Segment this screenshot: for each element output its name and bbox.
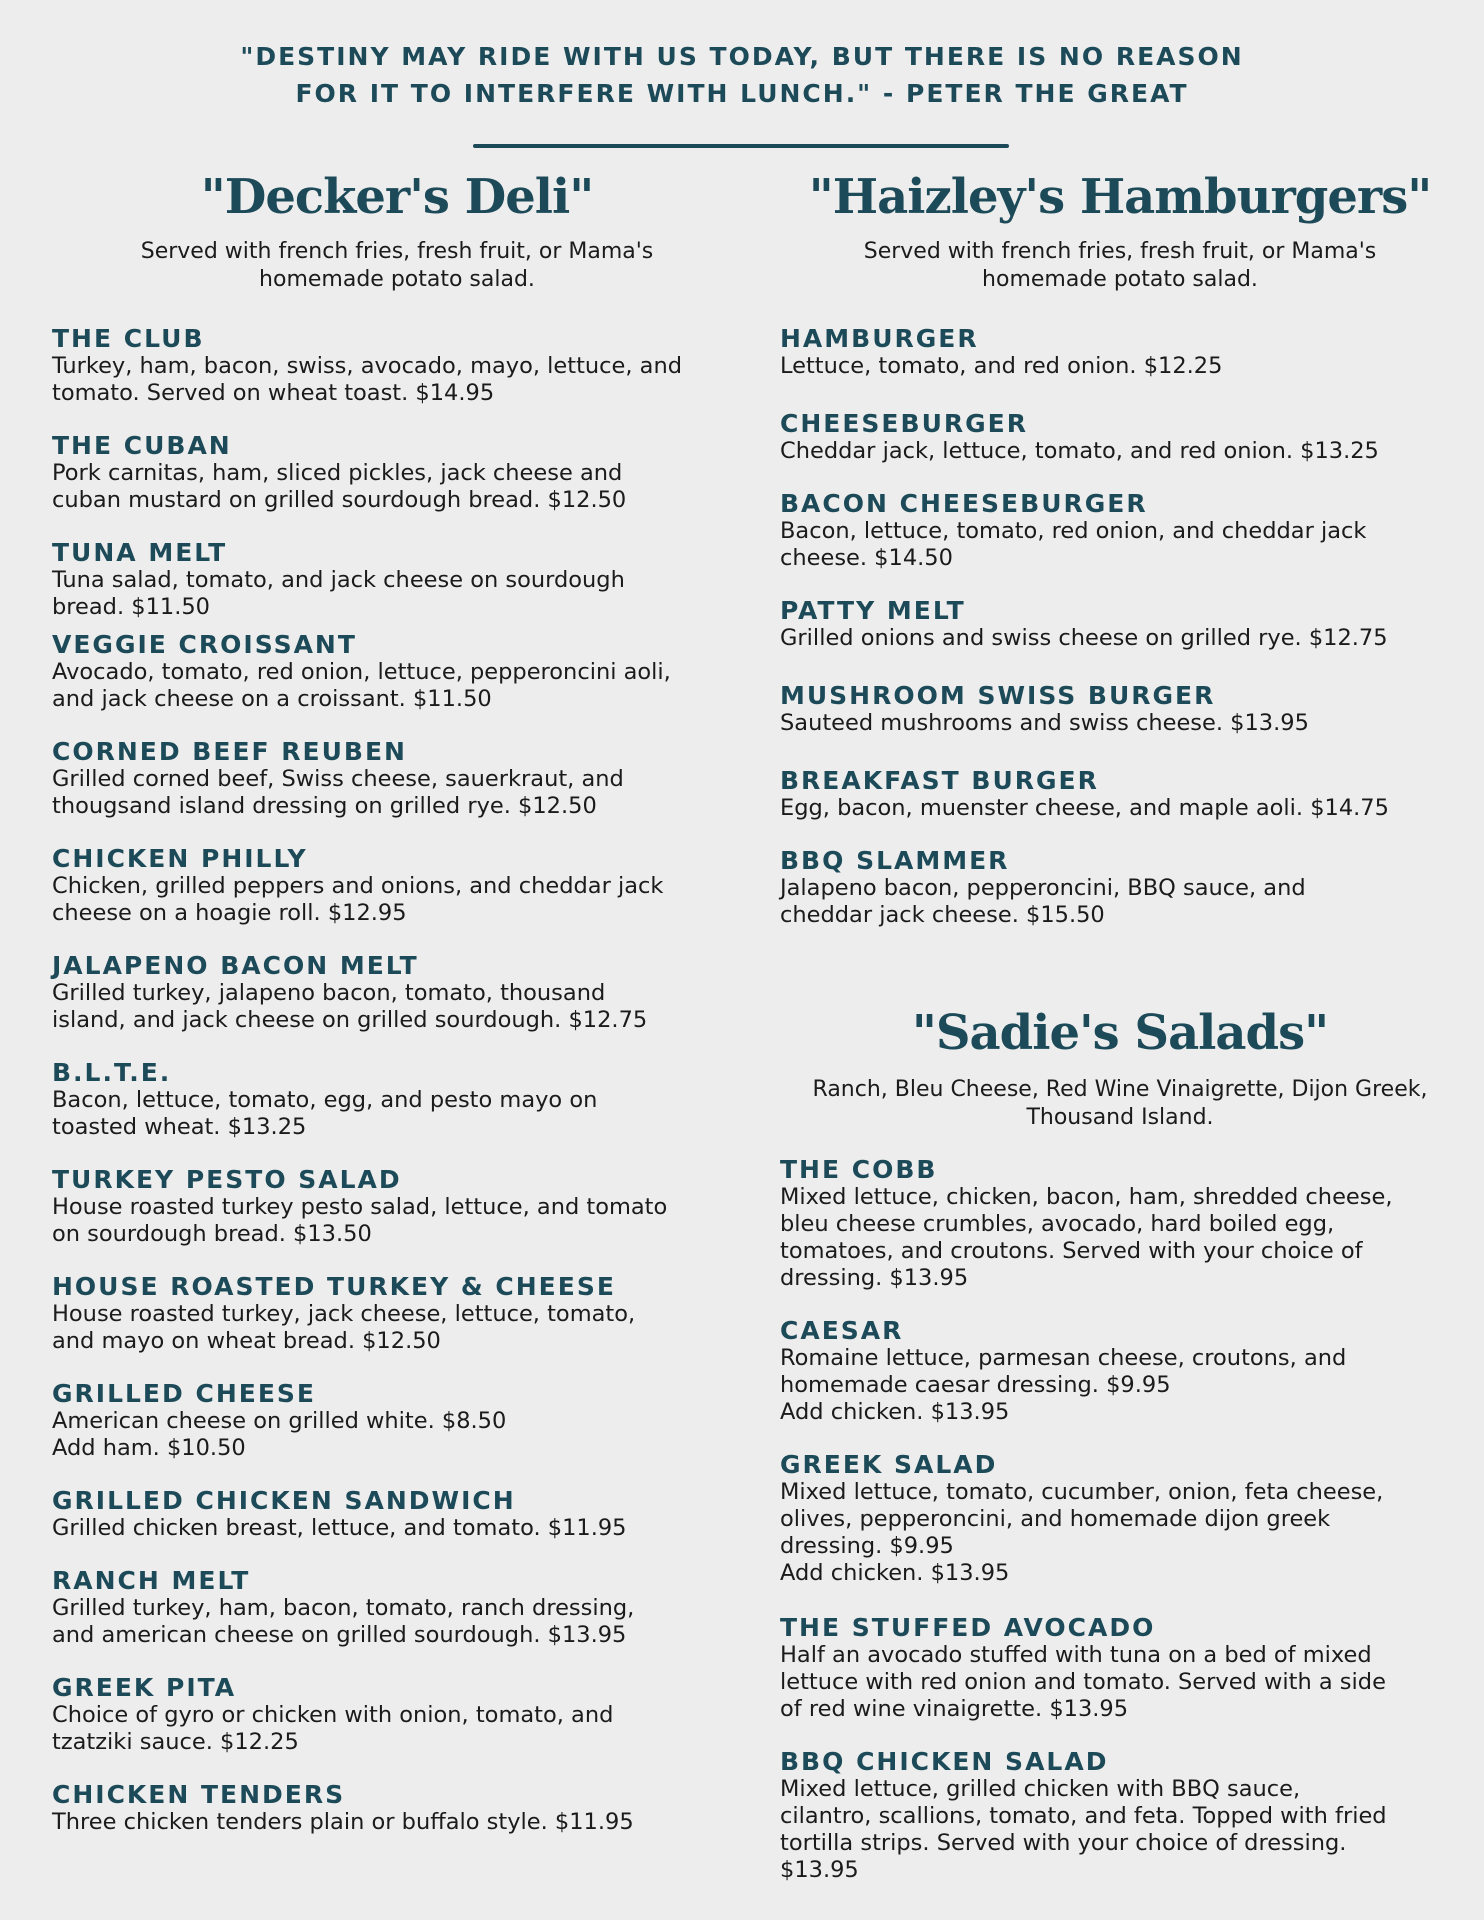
menu-item-description-line: Three chicken tenders plain or buffalo style. $11.95 bbox=[52, 1809, 634, 1835]
menu-item-description-line: Half an avocado stuffed with tuna on a bed of mixed bbox=[780, 1642, 1372, 1668]
menu-item-description-line: Tuna salad, tomato, and jack cheese on sourdough bbox=[52, 567, 625, 593]
menu-item bbox=[780, 1317, 1460, 1426]
menu-item-name: TUNA MELT bbox=[52, 538, 228, 567]
menu-item-description-line: cheese on a hoagie roll. $12.95 bbox=[52, 900, 407, 926]
menu-item-description-line: cilantro, scallions, tomato, and feta. Topped with fried bbox=[780, 1803, 1387, 1829]
deli-title: "Decker's Deli" bbox=[200, 169, 594, 225]
menu-item-name: BBQ CHICKEN SALAD bbox=[780, 1747, 1109, 1776]
menu-item-name: GRILLED CHEESE bbox=[52, 1379, 316, 1408]
menu-item-description-line: Egg, bacon, muenster cheese, and maple aoli. $14.75 bbox=[780, 795, 1389, 821]
burgers-title: "Haizley's Hamburgers" bbox=[808, 169, 1432, 225]
menu-item bbox=[52, 631, 742, 713]
menu-item-description-line: Avocado, tomato, red onion, lettuce, pepperoncini aoli, bbox=[52, 659, 671, 685]
header-quote bbox=[0, 38, 1484, 112]
menu-item bbox=[52, 845, 742, 927]
menu-item-description-line: Grilled turkey, jalapeno bacon, tomato, thousand bbox=[52, 980, 606, 1006]
menu-item-description bbox=[780, 1642, 1460, 1723]
burgers-item-list bbox=[780, 325, 1460, 929]
menu-item-name: THE CUBAN bbox=[52, 431, 232, 460]
menu-item-description bbox=[780, 875, 1460, 929]
menu-item-name: BBQ SLAMMER bbox=[780, 846, 1010, 875]
menu-item-description bbox=[52, 1194, 742, 1248]
menu-item bbox=[52, 1674, 742, 1756]
menu-item-description-line: island, and jack cheese on grilled sourdough. $12.75 bbox=[52, 1007, 648, 1033]
menu-item-name: BACON CHEESEBURGER bbox=[780, 489, 1148, 518]
menu-item-description-line: Grilled onions and swiss cheese on grilled rye. $12.75 bbox=[780, 625, 1388, 651]
menu-item-description-line: Mixed lettuce, tomato, cucumber, onion, feta cheese, bbox=[780, 1479, 1384, 1505]
menu-item bbox=[52, 539, 742, 621]
burgers-subtitle: Served with french fries, fresh fruit, or Mama's homemade potato salad. bbox=[863, 239, 1377, 292]
menu-item-description bbox=[780, 1345, 1460, 1426]
menu-item-name: B.L.T.E. bbox=[52, 1058, 172, 1087]
menu-item-description bbox=[52, 1515, 742, 1542]
menu-item-description bbox=[780, 1184, 1460, 1292]
menu-item-description-line: cheddar jack cheese. $15.50 bbox=[780, 902, 1105, 928]
menu-item-description bbox=[52, 659, 742, 713]
menu-item-description-line: tortilla strips. Served with your choice of dressing. bbox=[780, 1830, 1347, 1856]
salads-subtitle: Ranch, Bleu Cheese, Red Wine Vinaigrette, Dijon Greek, Thousand Island. bbox=[812, 1077, 1428, 1130]
menu-item-description-line: Chicken, grilled peppers and onions, and cheddar jack bbox=[52, 873, 664, 899]
menu-item-description-line: Lettuce, tomato, and red onion. $12.25 bbox=[780, 353, 1223, 379]
menu-item-description bbox=[52, 1087, 742, 1141]
quote-line-1: "DESTINY MAY RIDE WITH US TODAY, BUT THERE IS NO REASON bbox=[240, 42, 1244, 71]
menu-item bbox=[52, 1380, 742, 1462]
menu-item bbox=[52, 432, 742, 514]
menu-item-name: JALAPENO BACON MELT bbox=[52, 951, 419, 980]
menu-item-description bbox=[780, 518, 1460, 572]
quote-line-2: FOR IT TO INTERFERE WITH LUNCH." - PETER THE GREAT bbox=[295, 79, 1189, 108]
menu-item-description-line: Grilled turkey, ham, bacon, tomato, ranch dressing, bbox=[52, 1595, 635, 1621]
menu-item-description-line: Mixed lettuce, chicken, bacon, ham, shredded cheese, bbox=[780, 1184, 1393, 1210]
menu-item-description-line: and american cheese on grilled sourdough. $13.95 bbox=[52, 1622, 627, 1648]
menu-item-description bbox=[52, 353, 742, 407]
menu-item-description-line: $13.95 bbox=[780, 1857, 859, 1883]
menu-item-name: HAMBURGER bbox=[780, 324, 979, 353]
menu-item-description bbox=[52, 1408, 742, 1462]
menu-item bbox=[780, 682, 1460, 737]
menu-item-description-line: Mixed lettuce, grilled chicken with BBQ sauce, bbox=[780, 1776, 1301, 1802]
menu-item-name: CAESAR bbox=[780, 1316, 904, 1345]
menu-item-description-line: Cheddar jack, lettuce, tomato, and red onion. $13.25 bbox=[780, 438, 1379, 464]
menu-item-name: GREEK PITA bbox=[52, 1673, 237, 1702]
menu-item-description bbox=[52, 873, 742, 927]
menu-item bbox=[52, 952, 742, 1034]
menu-item-description-line: Grilled chicken breast, lettuce, and tomato. $11.95 bbox=[52, 1515, 627, 1541]
menu-item-description-line: dressing. $13.95 bbox=[780, 1265, 969, 1291]
menu-item-name: PATTY MELT bbox=[780, 596, 966, 625]
menu-item-name: BREAKFAST BURGER bbox=[780, 766, 1099, 795]
menu-item-description-line: bread. $11.50 bbox=[52, 594, 210, 620]
menu-item-description-line: tomatoes, and croutons. Served with your choice of bbox=[780, 1238, 1363, 1264]
menu-item-description bbox=[780, 353, 1460, 380]
menu-item bbox=[52, 1273, 742, 1355]
menu-item-description-line: Turkey, ham, bacon, swiss, avocado, mayo, lettuce, and bbox=[52, 353, 683, 379]
menu-item-description bbox=[780, 710, 1460, 737]
menu-item-name: VEGGIE CROISSANT bbox=[52, 630, 357, 659]
menu-item-name: CORNED BEEF REUBEN bbox=[52, 737, 407, 766]
menu-item-description-line: Bacon, lettuce, tomato, red onion, and cheddar jack bbox=[780, 518, 1367, 544]
menu-item-description-line: of red wine vinaigrette. $13.95 bbox=[780, 1696, 1129, 1722]
menu-item-description-line: thougsand island dressing on grilled rye. $12.50 bbox=[52, 793, 597, 819]
menu-item-description-line: and jack cheese on a croissant. $11.50 bbox=[52, 686, 492, 712]
menu-item-description bbox=[52, 766, 742, 820]
menu-item-name: GREEK SALAD bbox=[780, 1450, 998, 1479]
menu-item-description bbox=[52, 567, 742, 621]
menu-item bbox=[780, 597, 1460, 652]
menu-item-description bbox=[52, 1301, 742, 1355]
menu-item-description-line: olives, pepperoncini, and homemade dijon greek bbox=[780, 1506, 1331, 1532]
menu-item-description-line: toasted wheat. $13.25 bbox=[52, 1114, 307, 1140]
header-divider bbox=[473, 144, 1009, 148]
menu-item-description-line: Add ham. $10.50 bbox=[52, 1435, 246, 1461]
menu-item-description bbox=[52, 980, 742, 1034]
menu-item-description-line: American cheese on grilled white. $8.50 bbox=[52, 1408, 507, 1434]
menu-item-name: THE STUFFED AVOCADO bbox=[780, 1613, 1156, 1642]
menu-item-description-line: Add chicken. $13.95 bbox=[780, 1560, 1010, 1586]
menu-item-description bbox=[780, 438, 1460, 465]
menu-item-name: CHICKEN PHILLY bbox=[52, 844, 308, 873]
menu-item-description-line: Sauteed mushrooms and swiss cheese. $13.95 bbox=[780, 710, 1309, 736]
menu-item-name: HOUSE ROASTED TURKEY & CHEESE bbox=[52, 1272, 616, 1301]
deli-section bbox=[52, 168, 742, 1836]
menu-item-name: CHICKEN TENDERS bbox=[52, 1780, 346, 1809]
menu-item-description bbox=[780, 1776, 1460, 1884]
menu-item bbox=[780, 1614, 1460, 1723]
menu-item-description bbox=[780, 795, 1460, 822]
menu-item bbox=[780, 325, 1460, 380]
menu-item-description-line: tomato. Served on wheat toast. $14.95 bbox=[52, 380, 495, 406]
menu-item-description-line: Pork carnitas, ham, sliced pickles, jack cheese and bbox=[52, 460, 623, 486]
menu-item-description-line: and mayo on wheat bread. $12.50 bbox=[52, 1328, 441, 1354]
menu-item-description-line: Bacon, lettuce, tomato, egg, and pesto mayo on bbox=[52, 1087, 598, 1113]
menu-item bbox=[52, 325, 742, 407]
menu-item bbox=[52, 738, 742, 820]
menu-item bbox=[780, 1748, 1460, 1884]
menu-item-description-line: Jalapeno bacon, pepperoncini, BBQ sauce, and bbox=[780, 875, 1306, 901]
menu-item-description-line: homemade caesar dressing. $9.95 bbox=[780, 1372, 1171, 1398]
menu-item-description-line: tzatziki sauce. $12.25 bbox=[52, 1729, 299, 1755]
menu-item-description bbox=[780, 1479, 1460, 1587]
menu-item-name: MUSHROOM SWISS BURGER bbox=[780, 681, 1216, 710]
menu-item bbox=[780, 490, 1460, 572]
menu-item-name: THE COBB bbox=[780, 1155, 938, 1184]
menu-item bbox=[780, 1156, 1460, 1292]
deli-item-list bbox=[52, 325, 742, 1836]
menu-item-description-line: cheese. $14.50 bbox=[780, 545, 953, 571]
menu-item-description bbox=[52, 1809, 742, 1836]
menu-item-description-line: Grilled corned beef, Swiss cheese, sauerkraut, and bbox=[52, 766, 624, 792]
menu-item-description bbox=[780, 625, 1460, 652]
menu-item-description bbox=[52, 1595, 742, 1649]
menu-item-description-line: dressing. $9.95 bbox=[780, 1533, 954, 1559]
menu-item-description-line: Romaine lettuce, parmesan cheese, croutons, and bbox=[780, 1345, 1347, 1371]
menu-item bbox=[780, 1451, 1460, 1587]
menu-item-description-line: Add chicken. $13.95 bbox=[780, 1399, 1010, 1425]
menu-item-description-line: lettuce with red onion and tomato. Served with a side bbox=[780, 1669, 1386, 1695]
menu-item-description bbox=[52, 1702, 742, 1756]
menu-item-name: THE CLUB bbox=[52, 324, 205, 353]
menu-item-description-line: House roasted turkey, jack cheese, lettuce, tomato, bbox=[52, 1301, 636, 1327]
menu-item-name: CHEESEBURGER bbox=[780, 409, 1028, 438]
menu-item-description bbox=[52, 460, 742, 514]
menu-item bbox=[52, 1567, 742, 1649]
menu-item-description-line: Choice of gyro or chicken with onion, tomato, and bbox=[52, 1702, 614, 1728]
menu-item bbox=[52, 1059, 742, 1141]
menu-item-description-line: on sourdough bread. $13.50 bbox=[52, 1221, 372, 1247]
salads-item-list bbox=[780, 1156, 1460, 1884]
menu-item-description-line: House roasted turkey pesto salad, lettuce, and tomato bbox=[52, 1194, 668, 1220]
menu-item-name: RANCH MELT bbox=[52, 1566, 251, 1595]
menu-item bbox=[780, 767, 1460, 822]
menu-item-name: TURKEY PESTO SALAD bbox=[52, 1165, 402, 1194]
menu-item bbox=[780, 410, 1460, 465]
salads-section bbox=[780, 1004, 1460, 1884]
menu-item bbox=[52, 1166, 742, 1248]
salads-title: "Sadie's Salads" bbox=[911, 1005, 1329, 1061]
menu-item-description-line: cuban mustard on grilled sourdough bread. $12.50 bbox=[52, 487, 627, 513]
menu-item bbox=[52, 1781, 742, 1836]
menu-item-name: GRILLED CHICKEN SANDWICH bbox=[52, 1486, 516, 1515]
menu-item bbox=[52, 1487, 742, 1542]
menu-item-description-line: bleu cheese crumbles, avocado, hard boiled egg, bbox=[780, 1211, 1335, 1237]
deli-subtitle: Served with french fries, fresh fruit, or Mama's homemade potato salad. bbox=[140, 239, 654, 292]
menu-item bbox=[780, 847, 1460, 929]
burgers-section bbox=[780, 168, 1460, 929]
